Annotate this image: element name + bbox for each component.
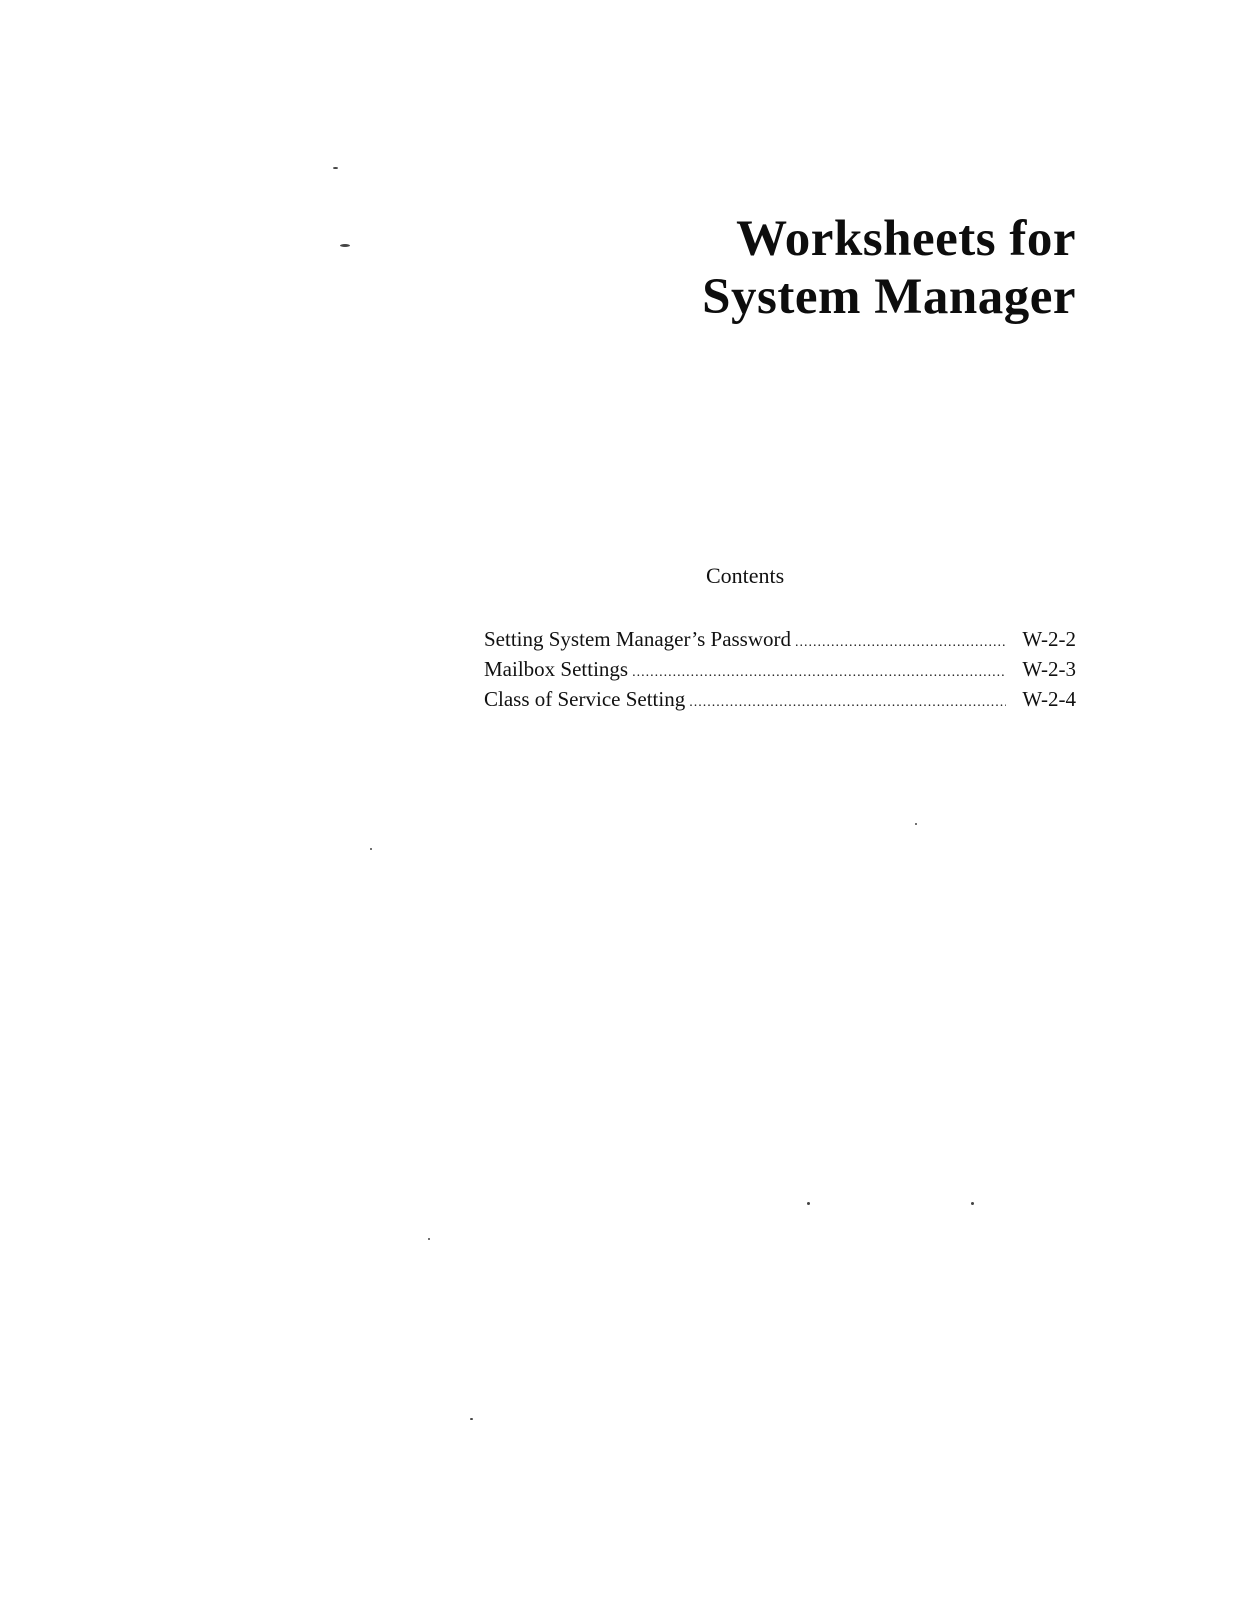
page-title bbox=[702, 210, 1076, 326]
toc-entry-page: W-2-4 bbox=[1022, 687, 1076, 711]
toc-entry bbox=[484, 655, 1076, 685]
scan-speck bbox=[807, 1202, 810, 1205]
toc-dot-leader bbox=[632, 659, 1006, 687]
toc-entry-label: Class of Service Setting bbox=[484, 687, 686, 711]
scan-speck bbox=[470, 1418, 473, 1420]
title-line-1: Worksheets for bbox=[736, 211, 1076, 267]
toc-entry-page: W-2-3 bbox=[1022, 657, 1076, 681]
table-of-contents bbox=[484, 625, 1076, 715]
scan-speck bbox=[915, 823, 917, 825]
toc-dot-leader bbox=[689, 689, 1006, 717]
scan-speck bbox=[340, 244, 350, 247]
scan-speck bbox=[971, 1202, 974, 1205]
scan-speck bbox=[428, 1238, 430, 1240]
scan-speck bbox=[333, 167, 338, 169]
toc-entry-label: Mailbox Settings bbox=[484, 657, 629, 681]
title-line-2: System Manager bbox=[702, 269, 1076, 325]
toc-entry bbox=[484, 625, 1076, 655]
toc-entry-page: W-2-2 bbox=[1022, 627, 1076, 651]
scan-speck bbox=[370, 848, 372, 850]
toc-entry bbox=[484, 685, 1076, 715]
contents-heading: Contents bbox=[706, 563, 785, 588]
toc-entry-label: Setting System Manager’s Password bbox=[484, 627, 792, 651]
toc-dot-leader bbox=[795, 629, 1006, 657]
